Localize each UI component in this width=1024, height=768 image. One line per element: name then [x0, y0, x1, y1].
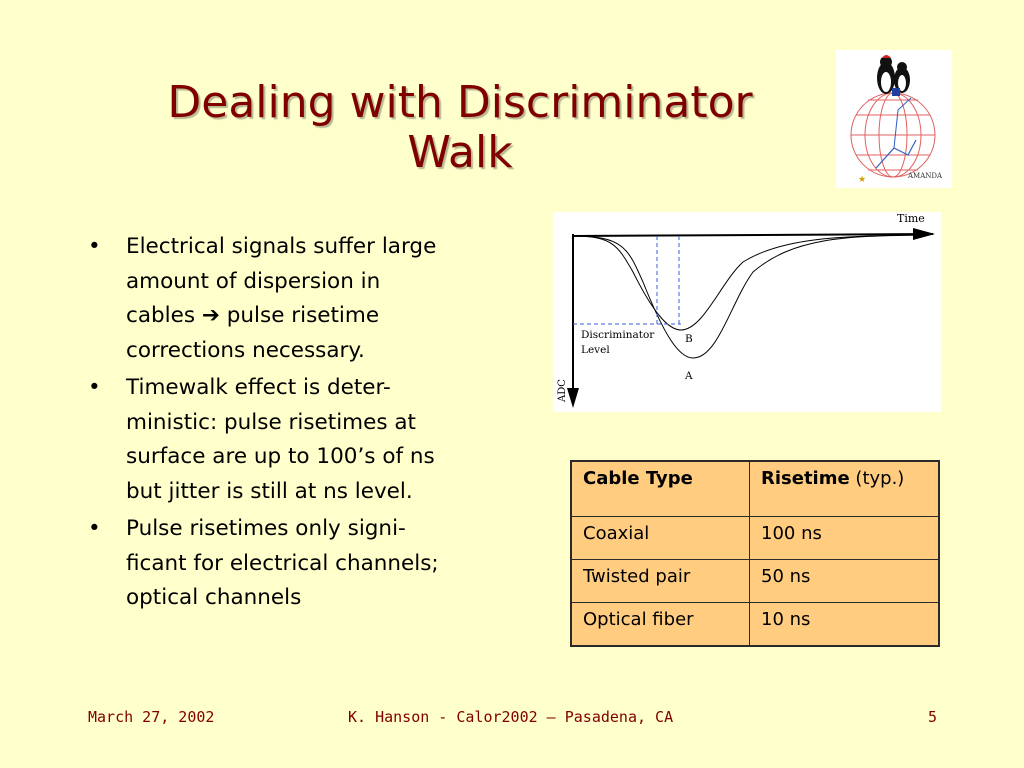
bullet-icon: • [88, 375, 101, 400]
bullet-1-line-4: corrections necessary. [126, 337, 365, 363]
time-label: Time [897, 212, 925, 225]
cell-risetime: 10 ns [750, 603, 940, 647]
bullet-1-line-3 [126, 299, 538, 334]
header-risetime-rest: (typ.) [849, 468, 905, 489]
cell-cable-type: Coaxial [571, 517, 750, 560]
bullet-2-line-3: surface are up to 100’s of ns [126, 444, 435, 469]
bullet-item-2 [88, 371, 538, 509]
bullet-3-line-3: optical channels [126, 585, 302, 610]
table-header-row [571, 461, 939, 517]
bullet-2-line-2: ministic: pulse risetimes at [126, 409, 416, 435]
bullet-icon: • [88, 516, 101, 541]
page-number: 5 [928, 708, 938, 726]
footer-center: K. Hanson - Calor2002 – Pasadena, CA [348, 708, 674, 726]
arrow-right-icon: ➔ [201, 303, 220, 328]
label-b: B [685, 333, 693, 345]
adc-arrow-icon [567, 388, 579, 408]
time-arrow-icon [913, 228, 935, 240]
slide-title [100, 78, 820, 178]
header-risetime [750, 461, 940, 517]
bullet-1-line-1: Electrical signals suffer large [126, 234, 437, 259]
header-cable-type-text: Cable Type [583, 468, 693, 489]
bullet-1-line-3-end: pulse risetime [219, 303, 380, 328]
penguin-globe-icon [836, 50, 952, 188]
pulse-waveform-diagram [553, 212, 941, 412]
cell-risetime: 50 ns [750, 560, 940, 603]
bullet-list [88, 230, 538, 619]
svg-text:★: ★ [858, 175, 867, 185]
bullet-2-line-1: Timewalk effect is deter- [126, 375, 391, 400]
pulse-walk-figure [553, 212, 941, 412]
bullet-item-3 [88, 512, 538, 616]
bullet-3-line-1: Pulse risetimes only signi- [126, 516, 406, 541]
table-row [571, 603, 939, 647]
label-a: A [685, 370, 693, 382]
bullet-icon: • [88, 234, 101, 259]
pulse-curve-b [573, 235, 923, 330]
table-row [571, 517, 939, 560]
table-row [571, 560, 939, 603]
cell-risetime: 100 ns [750, 517, 940, 560]
header-risetime-bold: Risetime [761, 468, 850, 489]
bullet-1-line-2: amount of dispersion in [126, 268, 381, 294]
bullet-item-1 [88, 230, 538, 368]
discriminator-label-2: Level [581, 344, 610, 356]
title-line-2: Walk [407, 127, 513, 178]
bullet-2-line-4: but jitter is still at ns level. [126, 478, 413, 504]
amanda-logo [836, 50, 952, 188]
cell-cable-type: Twisted pair [571, 560, 750, 603]
footer-date: March 27, 2002 [88, 708, 215, 726]
logo-text: AMANDA [908, 172, 943, 180]
cell-cable-type: Optical fiber [571, 603, 750, 647]
bullet-3-line-2: ficant for electrical channels; [126, 550, 439, 576]
cable-risetime-table [570, 460, 940, 647]
adc-label: ADC [557, 379, 568, 402]
title-line-1: Dealing with Discriminator [167, 77, 753, 128]
discriminator-label-1: Discriminator [581, 329, 655, 341]
header-cable-type [571, 461, 750, 517]
bullet-1-line-3-start: cables [126, 303, 202, 328]
